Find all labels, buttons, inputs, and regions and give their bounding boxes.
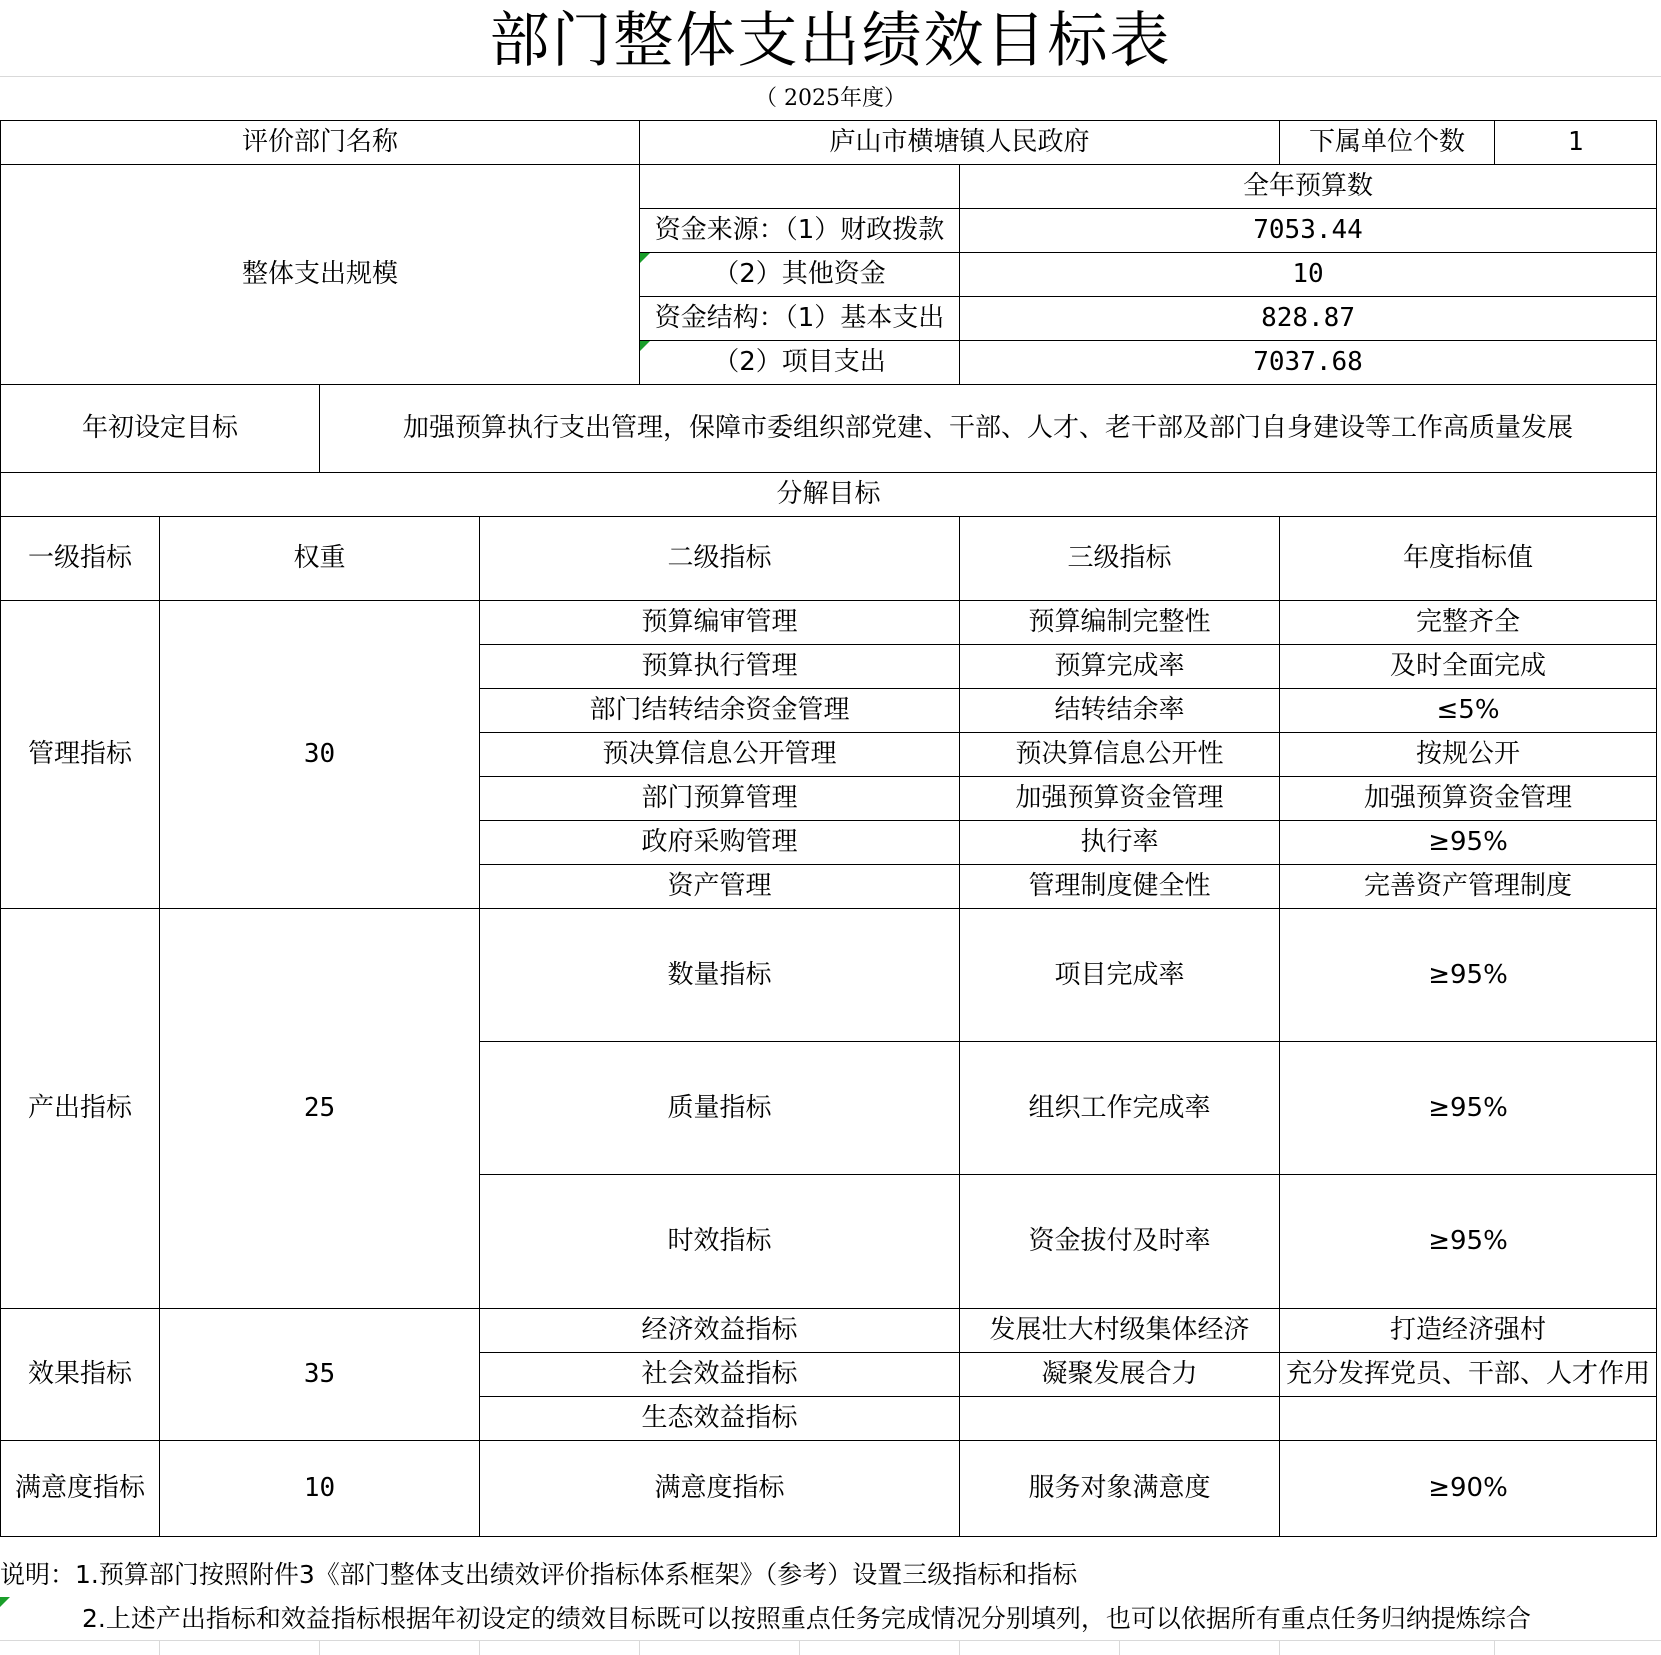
table-row [1,601,1657,645]
level3-cell: 项目完成率 [960,909,1280,1042]
value-cell: 及时全面完成 [1280,645,1657,689]
notes [0,1553,1661,1641]
grid-line [1494,1641,1495,1655]
weight-cell: 25 [160,909,480,1309]
value-cell: 完整齐全 [1280,601,1657,645]
grid-line [639,1641,640,1655]
scale-header-row [1,165,1657,209]
level2-cell: 部门结转结余资金管理 [480,689,960,733]
scale-row-label: 资金结构：（1）基本支出 [640,297,960,341]
grid-line [479,1641,480,1655]
weight-cell: 10 [160,1441,480,1537]
sheet-grid [0,1640,1661,1655]
level1-cell: 满意度指标 [1,1441,160,1537]
note-2: 2.上述产出指标和效益指标根据年初设定的绩效目标既可以按照重点任务完成情况分别填列，也可以依据所有重点任务归纳提炼综合 [0,1597,1661,1641]
budget-header: 全年预算数 [960,165,1657,209]
grid-line [799,1641,800,1655]
page-title: 部门整体支出绩效目标表 [489,6,1172,76]
level3-cell: 预算编制完整性 [960,601,1280,645]
units-value: 1 [1495,121,1657,165]
value-cell: ≥90% [1280,1441,1657,1537]
scale-blank-cell [640,165,960,209]
table-row [1,1309,1657,1353]
level3-cell: 组织工作完成率 [960,1042,1280,1175]
level3-cell: 资金拔付及时率 [960,1175,1280,1309]
grid-line [319,1641,320,1655]
value-cell: ≤5% [1280,689,1657,733]
weight-cell: 30 [160,601,480,909]
units-label: 下属单位个数 [1280,121,1495,165]
level2-cell: 预算执行管理 [480,645,960,689]
level3-cell: 执行率 [960,821,1280,865]
scale-row-value: 10 [960,253,1657,297]
level2-cell: 满意度指标 [480,1441,960,1537]
level3-cell: 加强预算资金管理 [960,777,1280,821]
scale-row-label: （2）项目支出 [640,341,960,385]
dept-name-label: 评价部门名称 [1,121,640,165]
level2-cell: 预决算信息公开管理 [480,733,960,777]
header-weight: 权重 [160,517,480,601]
breakdown-title: 分解目标 [1,473,1657,517]
scale-row-label: 资金来源：（1）财政拨款 [640,209,960,253]
scale-row-value: 7053.44 [960,209,1657,253]
weight-cell: 35 [160,1309,480,1441]
level2-cell: 预算编审管理 [480,601,960,645]
goal-label: 年初设定目标 [1,385,320,473]
level2-cell: 部门预算管理 [480,777,960,821]
breakdown-title-row [1,473,1657,517]
scale-row-value: 828.87 [960,297,1657,341]
level3-cell: 预决算信息公开性 [960,733,1280,777]
scale-row-value: 7037.68 [960,341,1657,385]
level2-cell: 社会效益指标 [480,1353,960,1397]
dept-row [1,121,1657,165]
dept-name-value: 庐山市横塘镇人民政府 [640,121,1280,165]
breakdown-header-row [1,517,1657,601]
divider [0,76,1661,77]
header-value: 年度指标值 [1280,517,1657,601]
value-cell: ≥95% [1280,1175,1657,1309]
level3-cell [960,1397,1280,1441]
value-cell: 按规公开 [1280,733,1657,777]
header-level3: 三级指标 [960,517,1280,601]
value-cell: 完善资产管理制度 [1280,865,1657,909]
grid-line [1279,1641,1280,1655]
value-cell: 加强预算资金管理 [1280,777,1657,821]
level2-cell: 生态效益指标 [480,1397,960,1441]
goal-row [1,385,1657,473]
table-row [1,1441,1657,1537]
grid-line [959,1641,960,1655]
level3-cell: 结转结余率 [960,689,1280,733]
level2-cell: 资产管理 [480,865,960,909]
value-cell: ≥95% [1280,821,1657,865]
grid-line [159,1641,160,1655]
value-cell: ≥95% [1280,1042,1657,1175]
level2-cell: 经济效益指标 [480,1309,960,1353]
level1-cell: 管理指标 [1,601,160,909]
scale-row-label: （2）其他资金 [640,253,960,297]
grid-line [1119,1641,1120,1655]
level3-cell: 服务对象满意度 [960,1441,1280,1537]
value-cell: 充分发挥党员、干部、人才作用 [1280,1353,1657,1397]
scale-label: 整体支出规模 [1,165,640,385]
level2-cell: 政府采购管理 [480,821,960,865]
header-level2: 二级指标 [480,517,960,601]
level2-cell: 时效指标 [480,1175,960,1309]
level3-cell: 预算完成率 [960,645,1280,689]
level3-cell: 发展壮大村级集体经济 [960,1309,1280,1353]
table-row [1,909,1657,1042]
level2-cell: 数量指标 [480,909,960,1042]
note-1: 说明：1.预算部门按照附件3《部门整体支出绩效评价指标体系框架》（参考）设置三级指标和指标 [0,1560,1078,1589]
level1-cell: 产出指标 [1,909,160,1309]
header-level1: 一级指标 [1,517,160,601]
level3-cell: 管理制度健全性 [960,865,1280,909]
level2-cell: 质量指标 [480,1042,960,1175]
level1-cell: 效果指标 [1,1309,160,1441]
value-cell: 打造经济强村 [1280,1309,1657,1353]
performance-table [0,120,1657,1537]
value-cell: ≥95% [1280,909,1657,1042]
goal-text: 加强预算执行支出管理，保障市委组织部党建、干部、人才、老干部及部门自身建设等工作高质量发展 [320,385,1657,473]
level3-cell: 凝聚发展合力 [960,1353,1280,1397]
value-cell [1280,1397,1657,1441]
fiscal-year: （ 2025年度） [755,86,906,111]
